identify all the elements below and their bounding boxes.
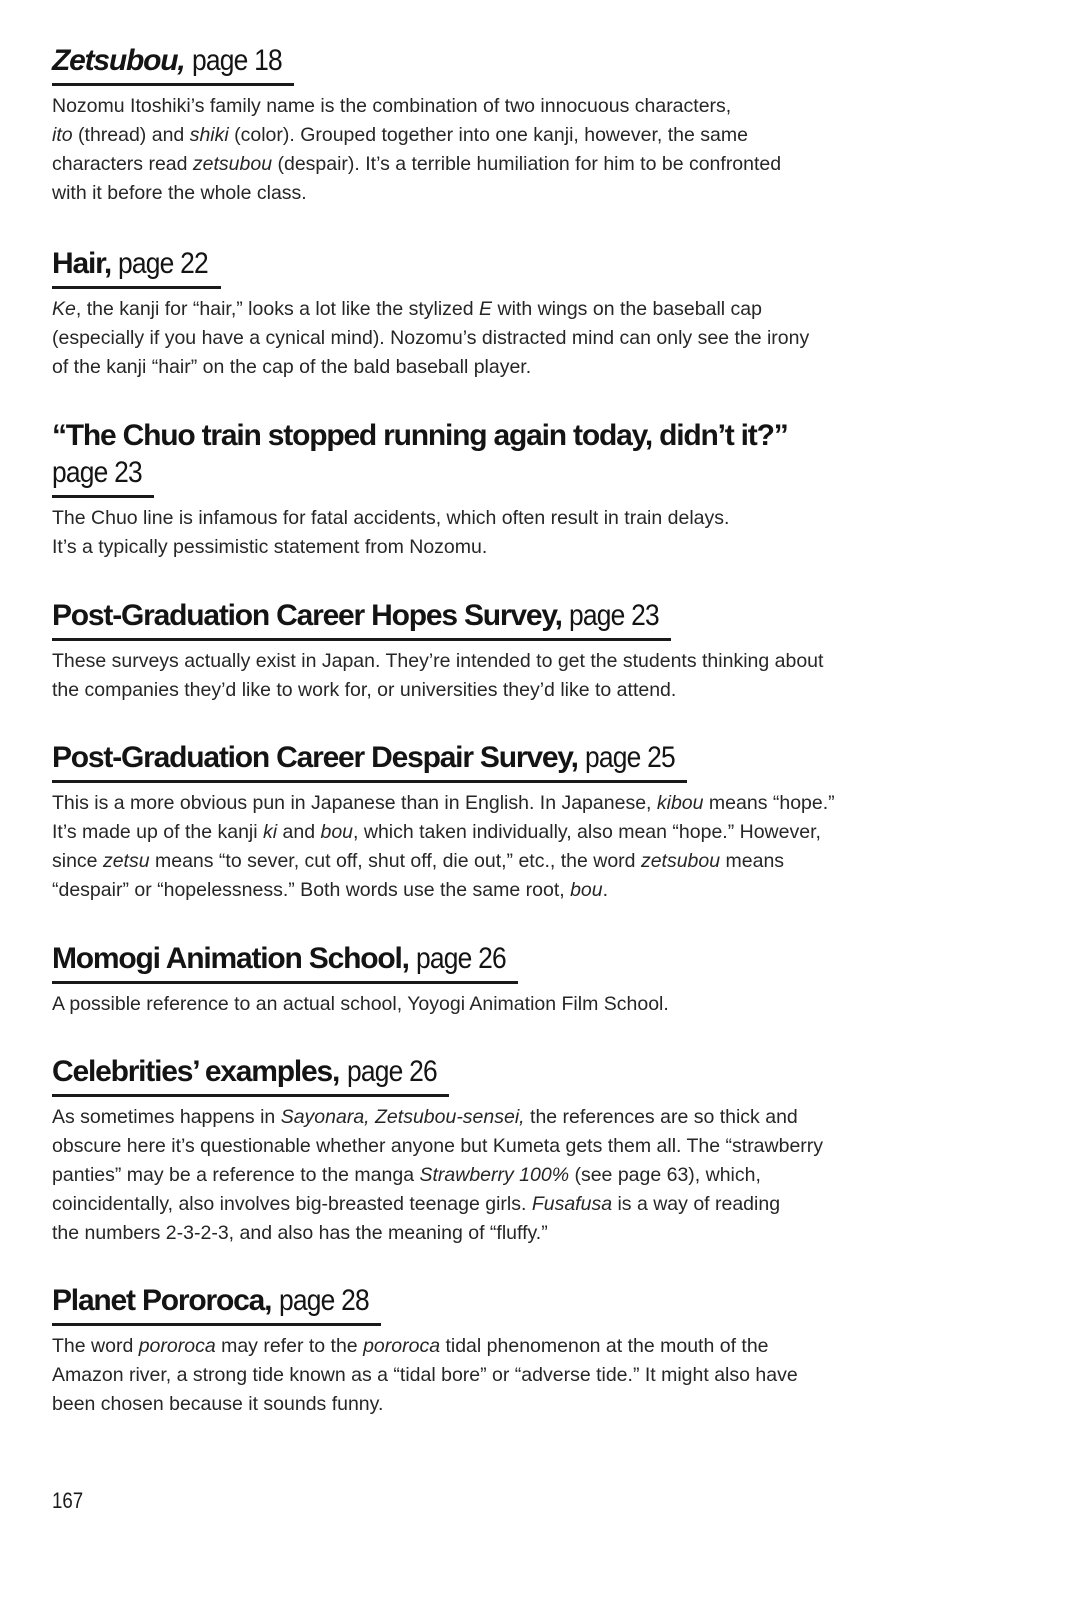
note-term: Zetsubou, — [52, 44, 185, 77]
note-term: Hair, — [52, 247, 112, 280]
note-body — [52, 647, 892, 705]
note-page-ref: page 23 — [569, 599, 660, 632]
page-number: 167 — [52, 1488, 84, 1513]
body-line: obscure here it’s questionable whether anyone but Kumeta gets them all. The “strawberry — [52, 1135, 824, 1157]
body-line: since zetsu means “to sever, cut off, shut off, die out,” etc., the word zetsubou means — [52, 850, 785, 872]
note-heading — [52, 597, 671, 641]
note-heading — [52, 940, 518, 984]
body-line: The Chuo line is infamous for fatal accidents, which often result in train delays. — [52, 507, 730, 529]
note-page-ref: page 26 — [346, 1055, 437, 1088]
note-page-ref: page 25 — [585, 741, 676, 774]
note-page-ref: page 18 — [191, 44, 282, 77]
note-term: Planet Pororoca, — [52, 1284, 272, 1317]
note-momogi-animation-school — [52, 940, 892, 1019]
note-body — [52, 1103, 892, 1248]
body-line: These surveys actually exist in Japan. They’re intended to get the students thinking about — [52, 650, 824, 672]
note-heading — [52, 42, 294, 86]
body-line: Ke, the kanji for “hair,” looks a lot like the stylized E with wings on the baseball cap — [52, 298, 762, 320]
note-heading — [52, 1053, 449, 1097]
body-line: panties” may be a reference to the manga Strawberry 100% (see page 63), which, — [52, 1164, 761, 1186]
note-body — [52, 990, 892, 1019]
body-line: It’s a typically pessimistic statement from Nozomu. — [52, 536, 488, 558]
note-body — [52, 1332, 892, 1419]
note-term: “The Chuo train stopped running again today, didn’t it?” — [52, 419, 788, 452]
note-term: Post-Graduation Career Hopes Survey, — [52, 599, 562, 632]
note-term: Momogi Animation School, — [52, 942, 409, 975]
note-page-ref: page 22 — [118, 247, 209, 280]
note-body — [52, 295, 892, 382]
body-line: been chosen because it sounds funny. — [52, 1393, 384, 1415]
body-line: This is a more obvious pun in Japanese than in English. In Japanese, kibou means “hope.” — [52, 792, 835, 814]
note-body — [52, 504, 892, 562]
note-celebrities-examples — [52, 1053, 892, 1248]
note-term: Post-Graduation Career Despair Survey, — [52, 741, 578, 774]
body-line: the numbers 2-3-2-3, and also has the meaning of “fluffy.” — [52, 1222, 548, 1244]
body-line: “despair” or “hopelessness.” Both words use the same root, bou. — [52, 879, 609, 901]
note-body — [52, 92, 892, 208]
note-hair — [52, 245, 892, 382]
body-line: coincidentally, also involves big-breasted teenage girls. Fusafusa is a way of reading — [52, 1193, 781, 1215]
body-line: It’s made up of the kanji ki and bou, which taken individually, also mean “hope.” However, — [52, 821, 821, 843]
note-term: Celebrities’ examples, — [52, 1055, 340, 1088]
body-line: with it before the whole class. — [52, 182, 307, 204]
note-heading — [52, 739, 687, 783]
body-line: ito (thread) and shiki (color). Grouped together into one kanji, however, the same — [52, 124, 748, 146]
note-page-ref: page 26 — [416, 942, 507, 975]
body-line: A possible reference to an actual school, Yoyogi Animation Film School. — [52, 993, 669, 1015]
body-line: characters read zetsubou (despair). It’s a terrible humiliation for him to be confronted — [52, 153, 782, 175]
note-page-ref: page 28 — [278, 1284, 369, 1317]
note-zetsubou — [52, 42, 892, 208]
note-heading — [52, 245, 221, 289]
body-line: As sometimes happens in Sayonara, Zetsubou-sensei, the references are so thick and — [52, 1106, 798, 1128]
note-career-despair-survey — [52, 739, 892, 905]
body-line: The word pororoca may refer to the pororoca tidal phenomenon at the mouth of the — [52, 1335, 769, 1357]
body-line: of the kanji “hair” on the cap of the bald baseball player. — [52, 356, 532, 378]
body-line: (especially if you have a cynical mind). Nozomu’s distracted mind can only see the irony — [52, 327, 810, 349]
note-heading — [52, 417, 892, 498]
note-career-hopes-survey — [52, 597, 892, 705]
body-line: the companies they’d like to work for, or universities they’d like to attend. — [52, 679, 677, 701]
note-chuo-train — [52, 417, 892, 562]
note-heading — [52, 1282, 381, 1326]
body-line: Amazon river, a strong tide known as a “tidal bore” or “adverse tide.” It might also have — [52, 1364, 798, 1386]
note-page-ref: page 23 — [52, 456, 142, 489]
body-line: Nozomu Itoshiki’s family name is the combination of two innocuous characters, — [52, 95, 732, 117]
note-planet-pororoca — [52, 1282, 892, 1419]
note-body — [52, 789, 892, 905]
